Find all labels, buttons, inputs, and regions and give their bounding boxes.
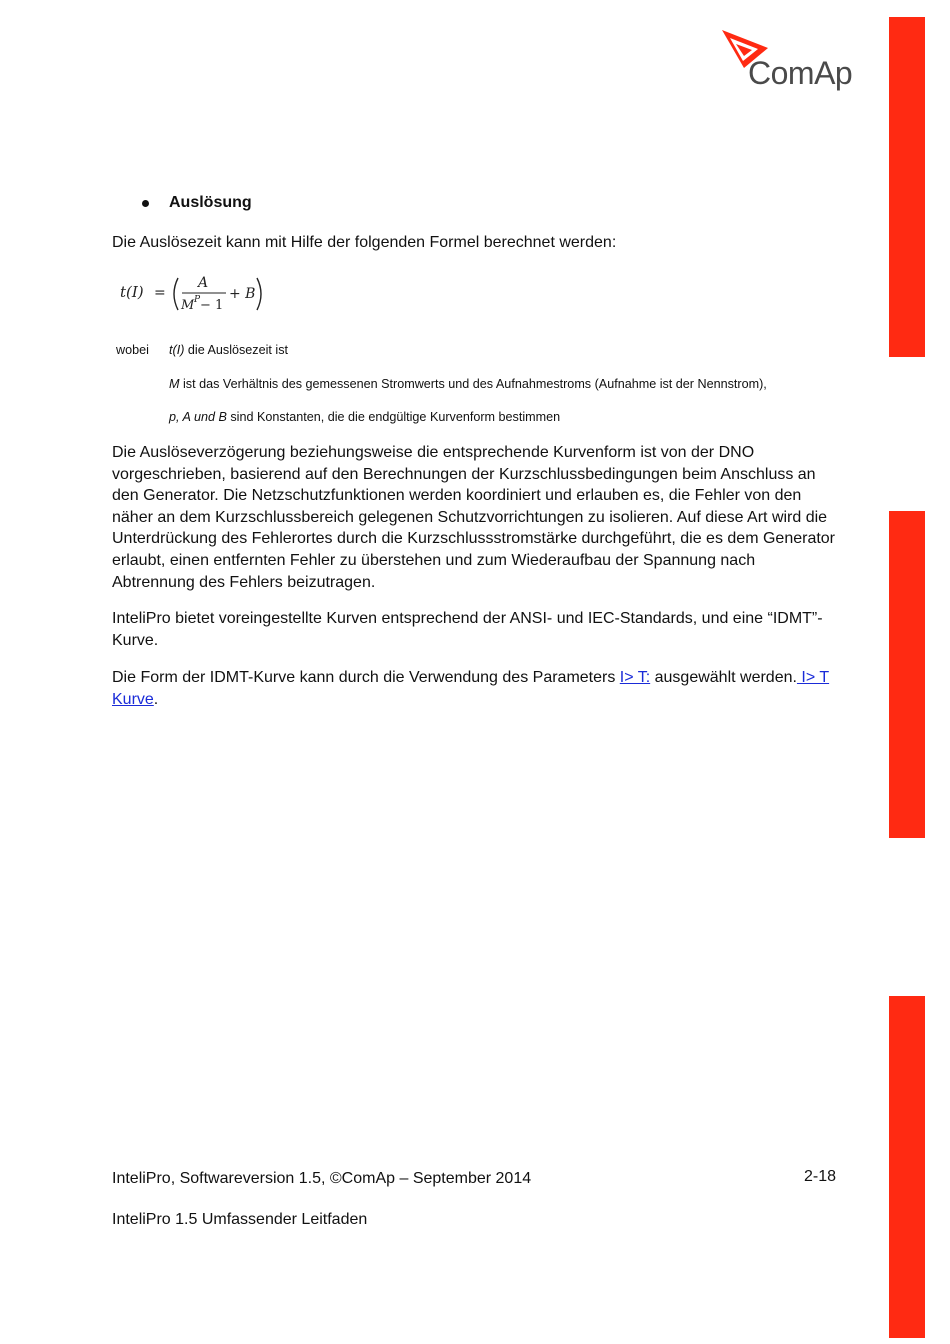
formula-lhs: t(I): [120, 283, 144, 301]
formula-denominator-exp: P: [194, 295, 201, 305]
side-accent-bar-middle: [889, 511, 925, 838]
formula-plus-b: + B: [229, 286, 256, 302]
paragraph-idmt: [112, 667, 840, 710]
paragraph-dno: Die Auslöseverzögerung beziehungsweise die entsprechende Kurvenform ist von der DNO vorgeschrieben, basierend auf den Berechnungen der Kurzschlussbedingungen beim Anschluss an den Generator. Die Netzschutzfunktionen werden koordiniert und erlauben es, die Fehler von den näher an dem Kurzschlussbereich gelegenen Schutzvorrichtungen zu isolieren. Auf diese Art wird die Unterdrückung des Fehlerortes durch die Kurzschlussstromstärke durchgeführt, die es dem Generator erlaubt, einen entfernten Fehler zu überstehen und zum Wiederaufbau der Spannung nach Abtrennung des Fehlers beizutragen.: [112, 444, 836, 591]
where-line-2-var: M: [169, 377, 180, 391]
side-accent-bar-top: [889, 17, 925, 357]
where-line-3-var: p, A und B: [169, 410, 227, 424]
formula-numerator: A: [198, 275, 209, 291]
where-line-2: [169, 376, 767, 392]
formula-denominator-base: M: [181, 298, 195, 313]
where-line-2-text: ist das Verhältnis des gemessenen Stromwerts und des Aufnahmestroms (Aufnahme ist der Nennstrom),: [179, 377, 767, 391]
where-line-1-text: die Auslösezeit ist: [184, 343, 288, 357]
where-line-3-text: sind Konstanten, die die endgültige Kurvenform bestimmen: [226, 410, 561, 424]
footer-doc-title: InteliPro 1.5 Umfassender Leitfaden: [112, 1211, 368, 1228]
side-accent-bar-bottom: [889, 996, 925, 1338]
bullet-icon: [142, 200, 149, 207]
page-number: 2-18: [803, 1168, 836, 1185]
parameter-link-i-t-kurve[interactable]: I> T Kurve: [112, 669, 830, 708]
trip-time-formula: [118, 270, 278, 316]
paragraph-idmt-text-3: .: [153, 690, 159, 708]
section-heading: Auslösung: [169, 194, 252, 211]
paragraph-idmt-text-1: Die Form der IDMT-Kurve kann durch die Verwendung des Parameters: [112, 669, 620, 686]
where-line-1: [169, 342, 288, 358]
footer-version: InteliPro, Softwareversion 1.5, ©ComAp – September 2014: [112, 1170, 532, 1187]
where-keyword: wobei: [116, 343, 149, 357]
paragraph-curves: InteliPro bietet voreingestellte Kurven entsprechend der ANSI- und IEC-Standards, und eine “IDMT”-Kurve.: [112, 610, 823, 649]
paragraph-idmt-text-2: ausgewählt werden.: [650, 669, 797, 686]
where-line-3: [169, 409, 560, 425]
parameter-link-i-t[interactable]: I> T:: [619, 669, 651, 686]
intro-text: Die Auslösezeit kann mit Hilfe der folgenden Formel berechnet werden:: [112, 234, 617, 251]
where-line-1-var: t(I): [169, 343, 185, 357]
formula-equals: =: [154, 285, 166, 301]
logo-wordmark: ComAp: [748, 55, 853, 91]
formula-denominator-rest: − 1: [200, 298, 224, 313]
